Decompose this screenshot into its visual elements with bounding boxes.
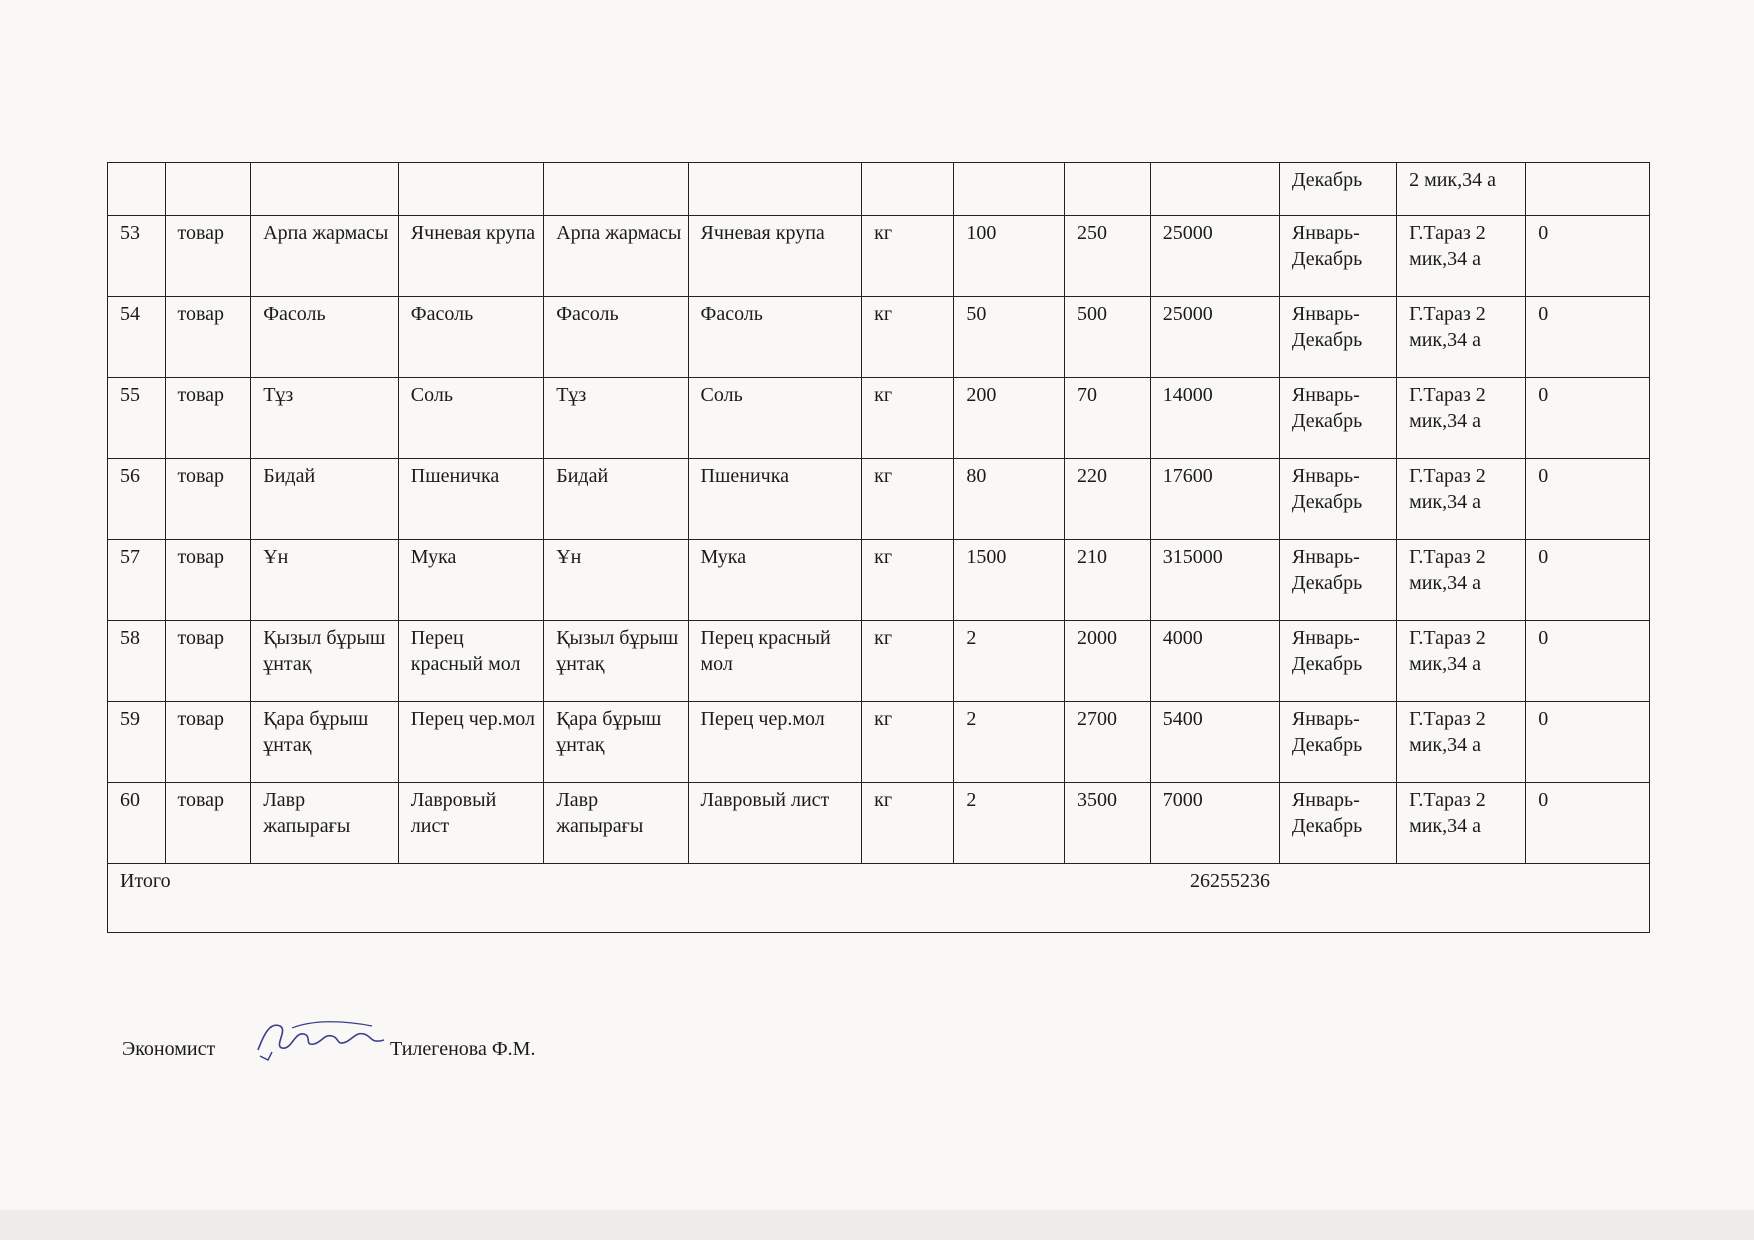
- cell-sum: 17600: [1150, 459, 1279, 540]
- cell-name-ru: Соль: [398, 378, 543, 459]
- total-value: 26255236: [1190, 870, 1270, 892]
- cell-place: Г.Тараз 2 мик,34 а: [1397, 378, 1526, 459]
- total-label: Итого: [120, 870, 171, 892]
- cell-desc-kz: [544, 163, 688, 216]
- cell-name-kz: Қызыл бұрыш ұнтақ: [251, 621, 399, 702]
- cell-desc-ru: Пшеничка: [688, 459, 862, 540]
- table-row: [108, 621, 1650, 702]
- cell-price: [1065, 163, 1151, 216]
- cell-num: 58: [108, 621, 166, 702]
- cell-num: 57: [108, 540, 166, 621]
- cell-name-ru: Перец красный мол: [398, 621, 543, 702]
- cell-type: товар: [165, 540, 251, 621]
- cell-unit: кг: [862, 783, 954, 864]
- table-row: [108, 459, 1650, 540]
- cell-unit: кг: [862, 297, 954, 378]
- table-row: [108, 378, 1650, 459]
- cell-desc-ru: Фасоль: [688, 297, 862, 378]
- cell-num: 53: [108, 216, 166, 297]
- table-row-continued: [108, 163, 1650, 216]
- cell-period: Январь-Декабрь: [1279, 621, 1396, 702]
- cell-sum: 5400: [1150, 702, 1279, 783]
- cell-price: 210: [1065, 540, 1151, 621]
- cell-qty: 2: [954, 702, 1065, 783]
- cell-unit: кг: [862, 378, 954, 459]
- cell-unit: кг: [862, 702, 954, 783]
- cell-price: 220: [1065, 459, 1151, 540]
- cell-qty: 80: [954, 459, 1065, 540]
- cell-type: товар: [165, 783, 251, 864]
- cell-qty: [954, 163, 1065, 216]
- cell-place: Г.Тараз 2 мик,34 а: [1397, 297, 1526, 378]
- cell-desc-kz: Бидай: [544, 459, 688, 540]
- cell-sum: [1150, 163, 1279, 216]
- cell-name-ru: Пшеничка: [398, 459, 543, 540]
- cell-price: 250: [1065, 216, 1151, 297]
- cell-desc-kz: Тұз: [544, 378, 688, 459]
- cell-name-kz: Фасоль: [251, 297, 399, 378]
- cell-name-kz: Лавр жапырағы: [251, 783, 399, 864]
- cell-desc-ru: Лавровый лист: [688, 783, 862, 864]
- cell-advance: 0: [1526, 459, 1650, 540]
- cell-desc-ru: Соль: [688, 378, 862, 459]
- cell-qty: 1500: [954, 540, 1065, 621]
- cell-sum: 7000: [1150, 783, 1279, 864]
- procurement-table: [107, 162, 1650, 933]
- cell-unit: кг: [862, 216, 954, 297]
- cell-name-kz: [251, 163, 399, 216]
- cell-price: 2700: [1065, 702, 1151, 783]
- scan-edge: [0, 1210, 1754, 1240]
- total-row: [108, 864, 1650, 933]
- cell-name-kz: Қара бұрыш ұнтақ: [251, 702, 399, 783]
- cell-name-ru: Фасоль: [398, 297, 543, 378]
- cell-unit: кг: [862, 621, 954, 702]
- table-row: [108, 297, 1650, 378]
- cell-period: Январь-Декабрь: [1279, 297, 1396, 378]
- cell-advance: 0: [1526, 378, 1650, 459]
- cell-period: Январь-Декабрь: [1279, 783, 1396, 864]
- signer-name: Тилегенова Ф.М.: [390, 1038, 536, 1060]
- cell-period: Январь-Декабрь: [1279, 216, 1396, 297]
- cell-unit: кг: [862, 540, 954, 621]
- cell-place: Г.Тараз 2 мик,34 а: [1397, 459, 1526, 540]
- cell-name-kz: Арпа жармасы: [251, 216, 399, 297]
- cell-advance: 0: [1526, 702, 1650, 783]
- cell-type: товар: [165, 297, 251, 378]
- cell-type: товар: [165, 459, 251, 540]
- cell-unit: кг: [862, 459, 954, 540]
- cell-desc-kz: Фасоль: [544, 297, 688, 378]
- cell-type: товар: [165, 621, 251, 702]
- cell-price: 2000: [1065, 621, 1151, 702]
- cell-type: [165, 163, 251, 216]
- table-body: [108, 163, 1650, 933]
- cell-advance: 0: [1526, 297, 1650, 378]
- cell-qty: 200: [954, 378, 1065, 459]
- cell-place: Г.Тараз 2 мик,34 а: [1397, 702, 1526, 783]
- total-cell: [108, 864, 1650, 933]
- cell-advance: [1526, 163, 1650, 216]
- cell-qty: 2: [954, 783, 1065, 864]
- cell-desc-ru: [688, 163, 862, 216]
- cell-place: Г.Тараз 2 мик,34 а: [1397, 540, 1526, 621]
- cell-sum: 14000: [1150, 378, 1279, 459]
- cell-num: 55: [108, 378, 166, 459]
- cell-type: товар: [165, 702, 251, 783]
- cell-sum: 4000: [1150, 621, 1279, 702]
- cell-place: Г.Тараз 2 мик,34 а: [1397, 216, 1526, 297]
- cell-name-ru: Ячневая крупа: [398, 216, 543, 297]
- cell-period: Январь-Декабрь: [1279, 702, 1396, 783]
- cell-period: Январь-Декабрь: [1279, 540, 1396, 621]
- cell-name-ru: Перец чер.мол: [398, 702, 543, 783]
- cell-desc-kz: Қара бұрыш ұнтақ: [544, 702, 688, 783]
- cell-advance: 0: [1526, 216, 1650, 297]
- cell-desc-ru: Мука: [688, 540, 862, 621]
- cell-place: Г.Тараз 2 мик,34 а: [1397, 783, 1526, 864]
- cell-sum: 315000: [1150, 540, 1279, 621]
- cell-desc-ru: Перец чер.мол: [688, 702, 862, 783]
- cell-num: [108, 163, 166, 216]
- cell-num: 56: [108, 459, 166, 540]
- cell-place: 2 мик,34 а: [1397, 163, 1526, 216]
- cell-place: Г.Тараз 2 мик,34 а: [1397, 621, 1526, 702]
- cell-name-ru: [398, 163, 543, 216]
- cell-num: 60: [108, 783, 166, 864]
- cell-advance: 0: [1526, 621, 1650, 702]
- handwritten-signature: [252, 1012, 392, 1062]
- cell-period: Январь-Декабрь: [1279, 378, 1396, 459]
- cell-sum: 25000: [1150, 216, 1279, 297]
- cell-name-ru: Лавровый лист: [398, 783, 543, 864]
- cell-price: 3500: [1065, 783, 1151, 864]
- signer-role: Экономист: [122, 1038, 216, 1060]
- table-row: [108, 783, 1650, 864]
- cell-name-kz: Бидай: [251, 459, 399, 540]
- cell-type: товар: [165, 378, 251, 459]
- cell-num: 59: [108, 702, 166, 783]
- cell-name-ru: Мука: [398, 540, 543, 621]
- cell-qty: 2: [954, 621, 1065, 702]
- cell-qty: 50: [954, 297, 1065, 378]
- cell-desc-ru: Перец красный мол: [688, 621, 862, 702]
- cell-qty: 100: [954, 216, 1065, 297]
- cell-price: 70: [1065, 378, 1151, 459]
- cell-desc-kz: Ұн: [544, 540, 688, 621]
- cell-desc-ru: Ячневая крупа: [688, 216, 862, 297]
- cell-sum: 25000: [1150, 297, 1279, 378]
- cell-advance: 0: [1526, 540, 1650, 621]
- cell-advance: 0: [1526, 783, 1650, 864]
- table-row: [108, 216, 1650, 297]
- cell-period: Январь-Декабрь: [1279, 459, 1396, 540]
- table-row: [108, 702, 1650, 783]
- table-row: [108, 540, 1650, 621]
- cell-desc-kz: Лавр жапырағы: [544, 783, 688, 864]
- cell-price: 500: [1065, 297, 1151, 378]
- cell-unit: [862, 163, 954, 216]
- cell-desc-kz: Арпа жармасы: [544, 216, 688, 297]
- cell-type: товар: [165, 216, 251, 297]
- cell-desc-kz: Қызыл бұрыш ұнтақ: [544, 621, 688, 702]
- cell-num: 54: [108, 297, 166, 378]
- cell-name-kz: Тұз: [251, 378, 399, 459]
- cell-name-kz: Ұн: [251, 540, 399, 621]
- procurement-table-wrap: [107, 162, 1650, 933]
- cell-period: Декабрь: [1279, 163, 1396, 216]
